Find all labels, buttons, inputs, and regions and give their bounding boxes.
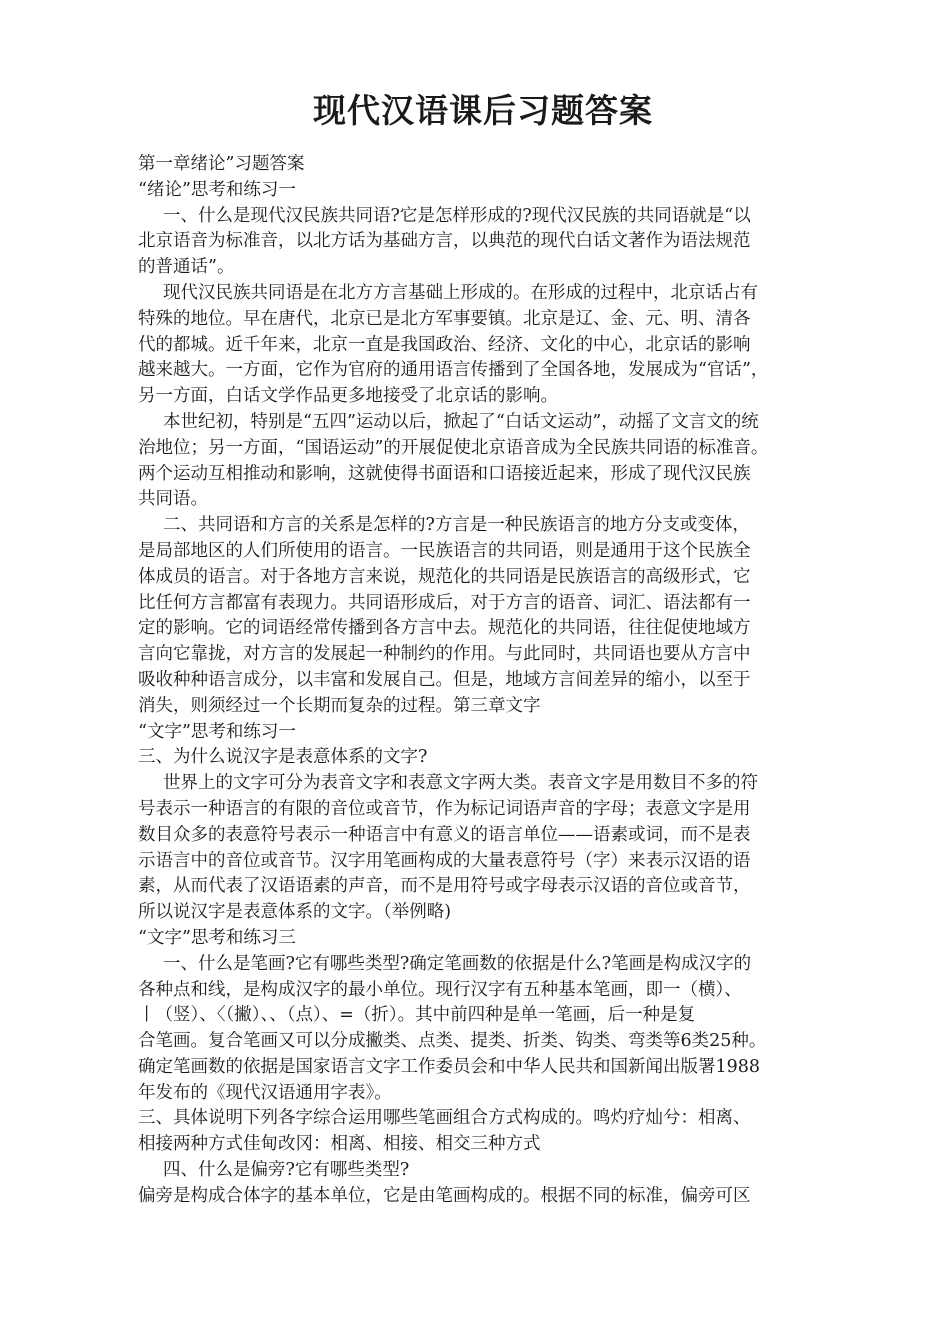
text-line: 三、为什么说汉字是表意体系的文字? [138,747,428,768]
text-line: 四、什么是偏旁?它有哪些类型? [163,1160,410,1181]
document-title: 现代汉语课后习题答案 [313,91,653,130]
text-line: 数目众多的表意符号表示一种语言中有意义的语言单位——语素或词，而不是表 [138,824,751,845]
text-line: 是局部地区的人们所使用的语言。一民族语言的共同语，则是通用于这个民族全 [138,540,751,561]
text-line: 所以说汉字是表意体系的文字。（举例略) [138,902,452,923]
text-line: 年发布的《现代汉语通用字表》。 [138,1082,392,1103]
text-line: 一、什么是现代汉民族共同语?它是怎样形成的?现代汉民族的共同语就是“以 [163,205,751,226]
text-line: 代的都城。近千年来，北京一直是我国政治、经济、文化的中心，北京话的影响 [138,334,751,355]
text-line: 共同语。 [138,489,208,510]
text-line: 越来越大。一方面，它作为官府的通用语言传播到了全国各地，发展成为“官话”， [138,360,769,381]
text-line: 比任何方言都富有表现力。共同语形成后，对于方言的语音、词汇、语法都有一 [138,592,751,613]
document-body [138,152,828,1210]
text-line: 言向它靠拢，对方言的发展起一种制约的作用。与此同时，共同语也要从方言中 [138,644,751,665]
text-line: 一、什么是笔画?它有哪些类型?确定笔画数的依据是什么?笔画是构成汉字的 [163,953,752,974]
text-line: 各种点和线，是构成汉字的最小单位。现行汉字有五种基本笔画，即一（横）、 [138,979,742,1000]
text-line: 吸收种种语言成分，以丰富和发展自己。但是，地域方言间差异的缩小，以至于 [138,669,751,690]
text-line: 合笔画。复合笔画又可以分成撇类、点类、提类、折类、钩类、弯类等6类25种。 [138,1031,767,1052]
text-line: 偏旁是构成合体字的基本单位，它是由笔画构成的。根据不同的标准，偏旁可区 [138,1185,751,1206]
text-line: 治地位；另一方面，“国语运动”的开展促使北京语音成为全民族共同语的标准音。 [138,437,769,458]
text-line: 本世纪初，特别是“五四”运动以后，掀起了“白话文运动”，动摇了文言文的统 [163,411,759,432]
text-line: 素，从而代表了汉语语素的声音，而不是用符号或字母表示汉语的音位或音节， [138,876,751,897]
text-line: 二、共同语和方言的关系是怎样的?方言是一种民族语言的地方分支或变体， [163,515,750,536]
text-line: 现代汉民族共同语是在北方方言基础上形成的。在形成的过程中，北京话占有 [163,282,758,303]
text-line: 定的影响。它的词语经常传播到各方言中去。规范化的共同语，往往促使地域方 [138,618,751,639]
document-page [138,88,828,1210]
text-line: 的普通话”。 [138,257,235,278]
text-line: 确定笔画数的依据是国家语言文字工作委员会和中华人民共和国新闻出版署1988 [138,1056,761,1077]
text-line: 特殊的地位。早在唐代，北京已是北方军事要镇。北京是辽、金、元、明、清各 [138,308,751,329]
text-line: 另一方面，白话文学作品更多地接受了北京话的影响。 [138,386,558,407]
text-line: 消失，则须经过一个长期而复杂的过程。第三章文字 [138,695,541,716]
text-line: 北京语音为标准音，以北方话为基础方言，以典范的现代白话文著作为语法规范 [138,231,751,252]
text-line: “文字”思考和练习一 [138,721,296,742]
text-line: 相接两种方式佳甸改冈：相离、相接、相交三种方式 [138,1134,541,1155]
text-line: 三、具体说明下列各字综合运用哪些笔画组合方式构成的。鸣灼疗灿兮：相离、 [138,1108,751,1129]
text-line: 丨（竖）、〈（撇）、、（点）、=（折）。其中前四种是单一笔画，后一种是复 [138,1005,696,1026]
text-line: “绪论”思考和练习一 [138,179,296,200]
text-line: 体成员的语言。对于各地方言来说，规范化的共同语是民族语言的高级形式，它 [138,566,751,587]
text-line: 世界上的文字可分为表音文字和表意文字两大类。表音文字是用数目不多的符 [163,773,758,794]
text-line: 号表示一种语言的有限的音位或音节，作为标记词语声音的字母；表意文字是用 [138,798,751,819]
text-line: 示语言中的音位或音节。汉字用笔画构成的大量表意符号（字）来表示汉语的语 [138,850,751,871]
text-line: “文字”思考和练习三 [138,927,296,948]
text-line: 第一章绪论”习题答案 [138,154,305,174]
text-line: 两个运动互相推动和影响，这就使得书面语和口语接近起来，形成了现代汉民族 [138,463,751,484]
